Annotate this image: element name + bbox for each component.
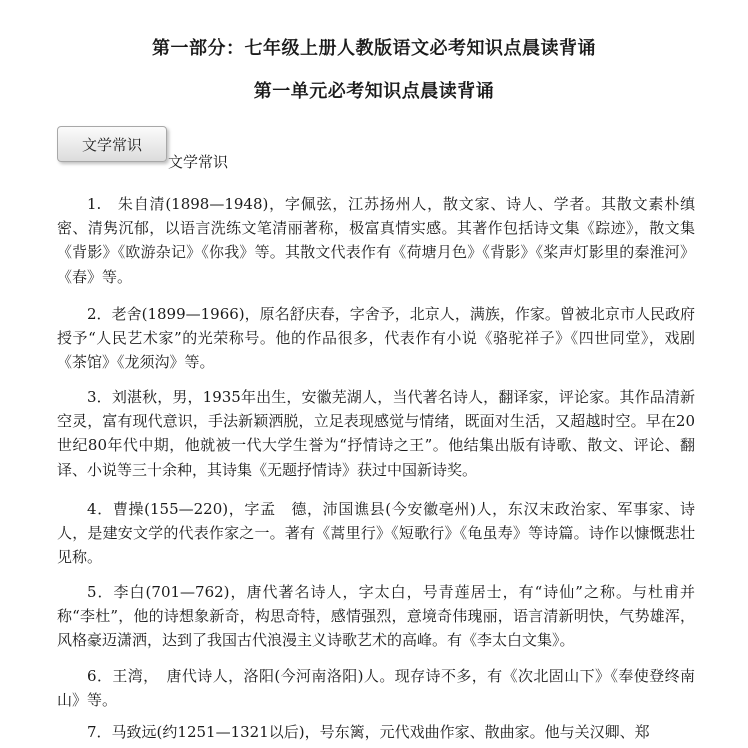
paragraph-3: 3．刘湛秋，男，1935年出生，安徽芜湖人，当代著名诗人，翻译家，评论家。其作品清新空灵，富有现代意识，手法新颖洒脱，立足表现感觉与情绪，既面对生活，又超越时空。早在20世纪80年代中期，他就被一代大学生誉为“抒情诗之王”。他结集出版有诗歌、散文、评论、翻译、小说等三十余种，其诗集《无题抒情诗》获过中国新诗奖。 [57,388,695,479]
page-title: 第一部分：七年级上册人教版语文必考知识点晨读背诵 [152,38,596,59]
paragraph-2: 2．老舍(1899—1966)，原名舒庆春，字舍予，北京人，满族，作家。曾被北京市人民政府授予“人民艺术家”的光荣称号。他的作品很多，代表作有小说《骆驼祥子》《四世同堂》，戏剧《茶馆》《龙须沟》等。 [57,305,695,372]
paragraph-4: 4．曹操(155—220)，字孟 德，沛国谯县(今安徽亳州)人，东汉末政治家、军事家、诗人，是建安文学的代表作家之一。著有《蒿里行》《短歌行》《龟虽寿》等诗篇。诗作以慷慨悲壮见称。 [57,500,695,567]
literature-tab-button[interactable]: 文学常识 [57,126,167,162]
section-caption: 文学常识 [168,153,229,171]
paragraph-1: 1. 朱自清(1898—1948)，字佩弦，江苏扬州人，散文家、诗人、学者。其散文素朴缜密、清隽沉郁，以语言洗练文笔清丽著称，极富真情实感。其著作包括诗文集《踪迹》，散文集《背影》《欧游杂记》《你我》等。其散文代表作有《荷塘月色》《背影》《桨声灯影里的秦淮河》《春》等。 [57,195,695,286]
paragraph-5: 5．李白(701—762)，唐代著名诗人，字太白，号青莲居士，有“诗仙”之称。与杜甫并称“李杜”，他的诗想象新奇，构思奇特，感情强烈，意境奇伟瑰丽，语言清新明快，气势雄浑，风格豪迈潇洒，达到了我国古代浪漫主义诗歌艺术的高峰。有《李太白文集》。 [57,583,695,650]
page-subtitle: 第一单元必考知识点晨读背诵 [253,81,495,102]
paragraph-6: 6．王湾， 唐代诗人，洛阳(今河南洛阳)人。现存诗不多，有《次北固山下》《奉使登终南山》等。 [57,667,695,710]
paragraph-7: 7．马致远(约1251—1321以后)，号东篱，元代戏曲作家、散曲家。他与关汉卿、郑 [87,723,650,741]
